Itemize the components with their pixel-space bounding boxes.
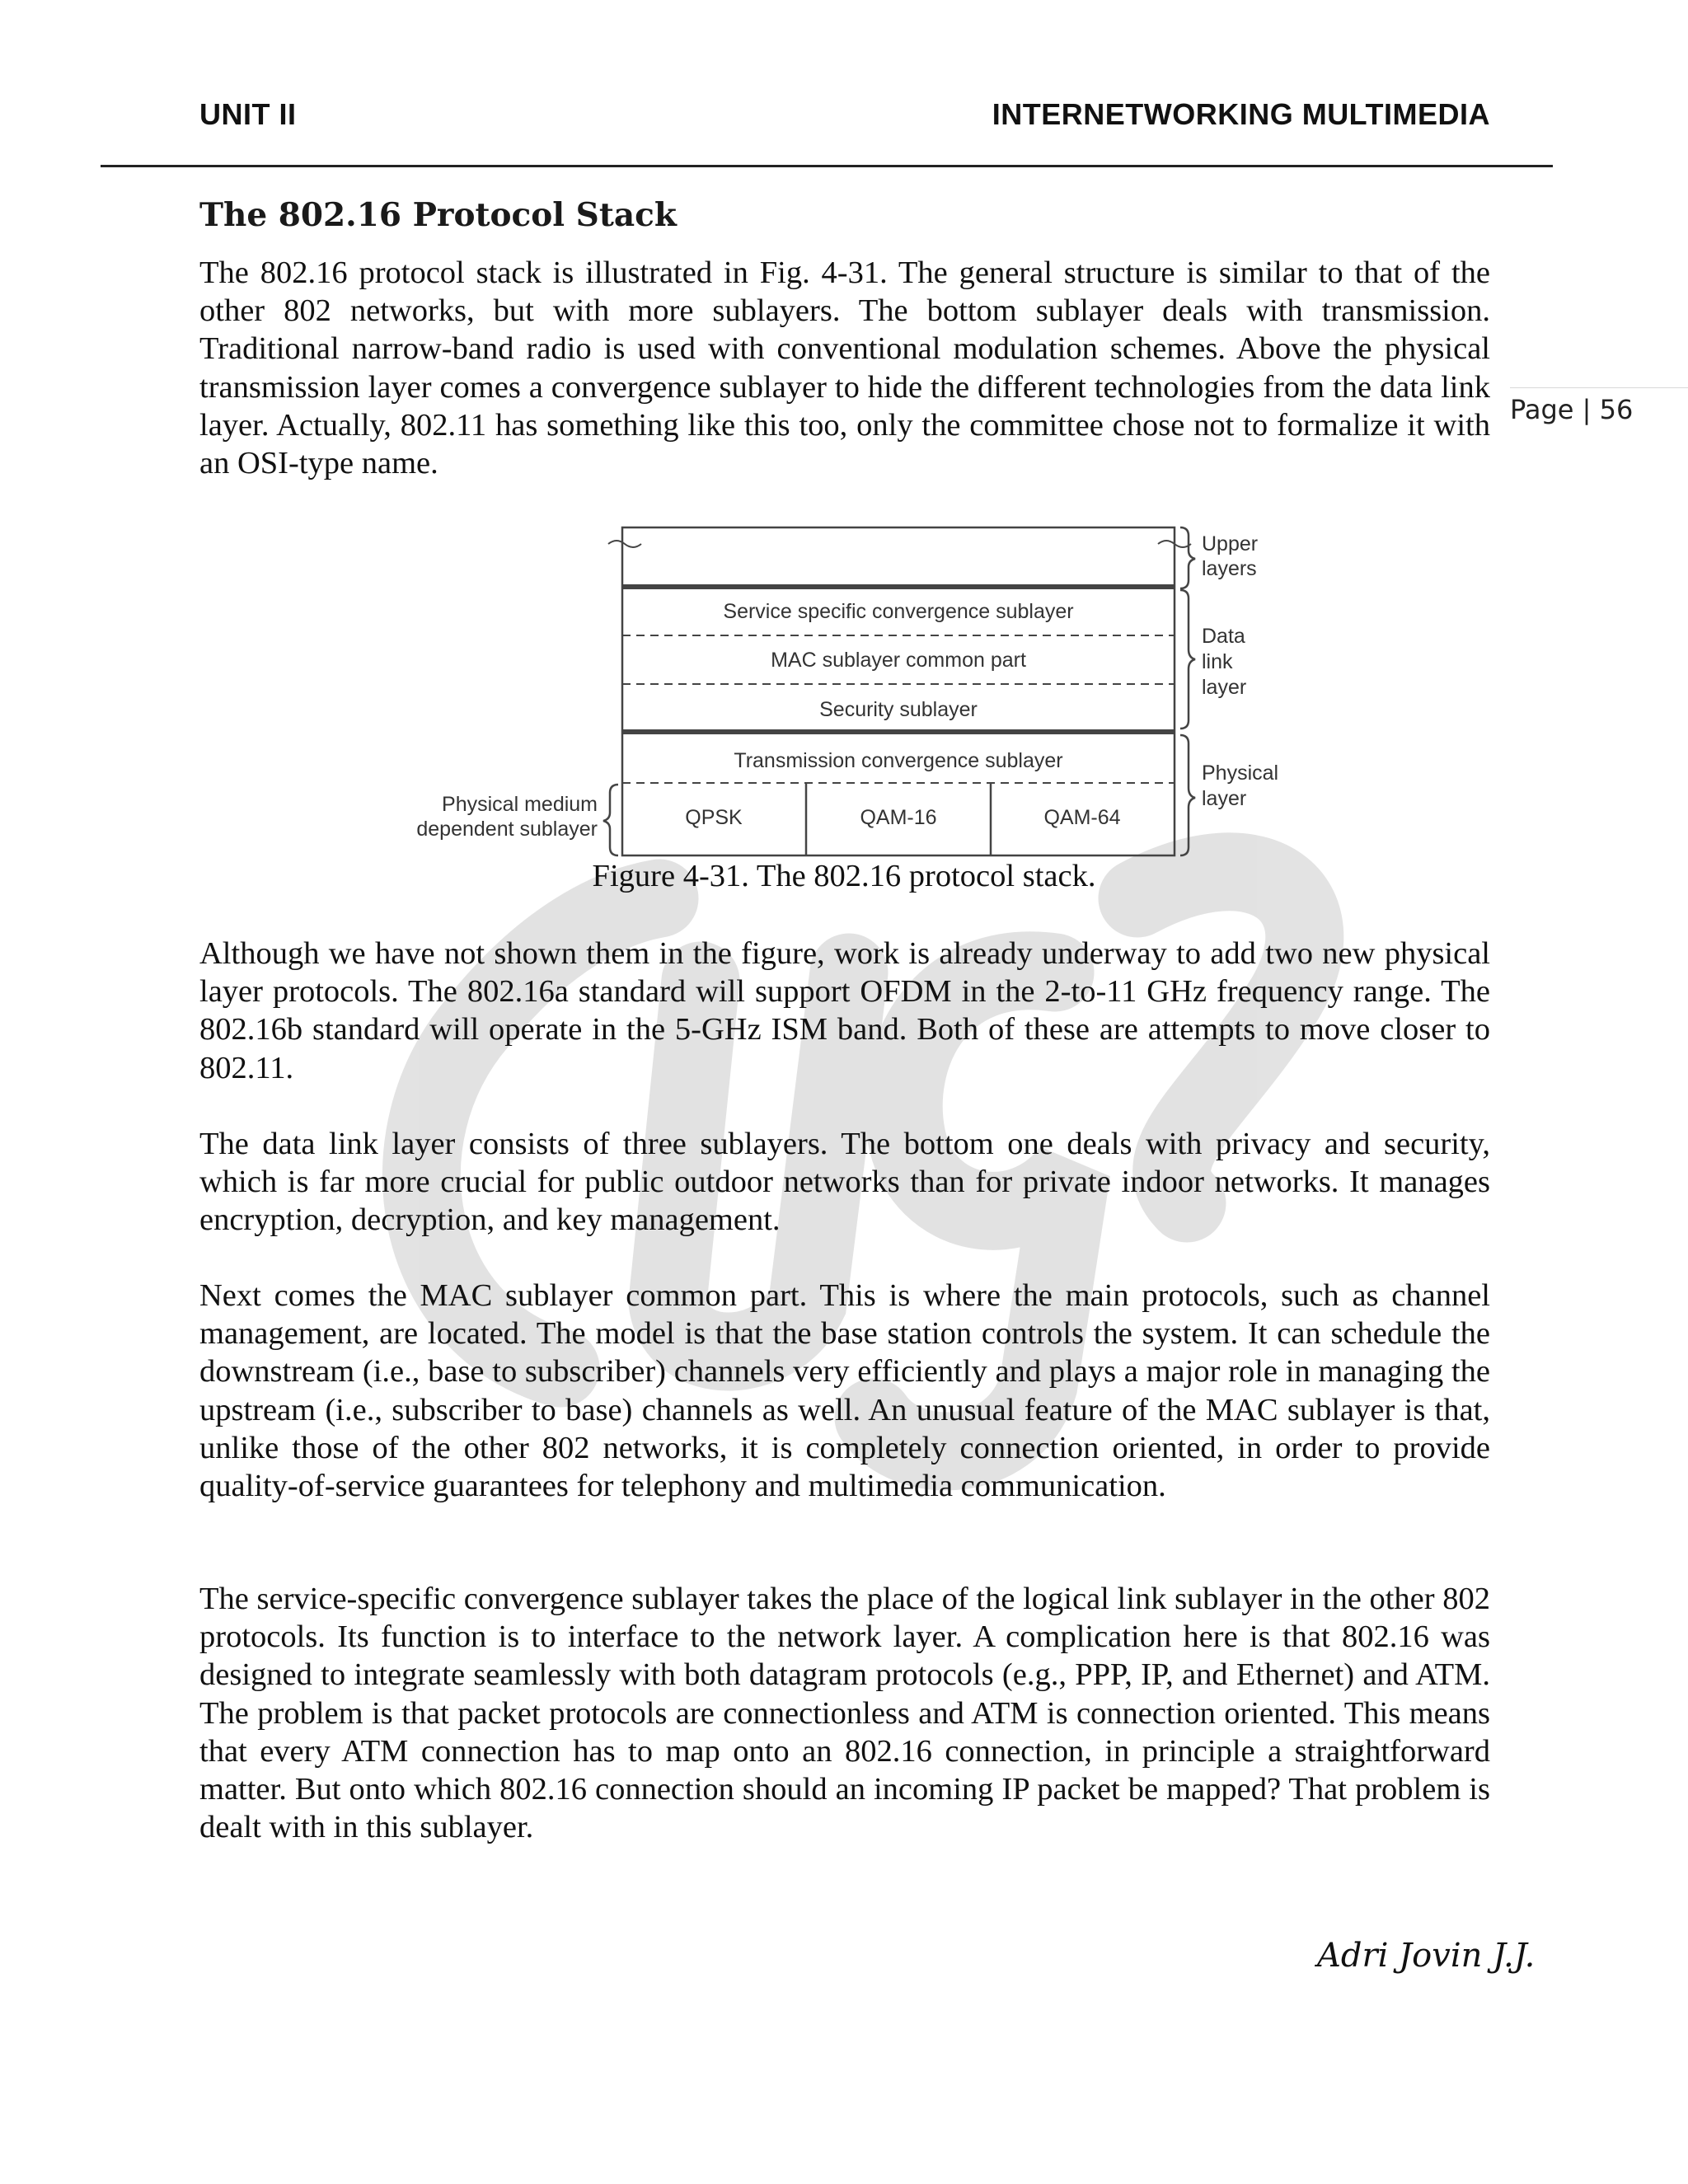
label-physical-line2: layer xyxy=(1202,787,1247,810)
header-title: INTERNETWORKING MULTIMEDIA xyxy=(992,97,1490,131)
header-divider xyxy=(101,165,1553,167)
paragraph-intro: The 802.16 protocol stack is illustrated in Fig. 4-31. The general structure is similar to that of the other 802 networks, but with more sublayers. The bottom sublayer deals with transmission. Traditional narrow-band radio is used with conventional modulation schemes. Above the physical transmission layer comes a convergence sublayer to hide the different technologies from the data link layer. Actually, 802.11 has something like this too, only the committee chose not to formalize it with an OSI-type name. xyxy=(199,255,1490,481)
brace-data-link xyxy=(1180,590,1195,729)
label-qam64: QAM-64 xyxy=(1043,806,1121,829)
label-datalink-line1: Data xyxy=(1202,625,1245,648)
label-transmission: Transmission convergence sublayer xyxy=(734,749,1063,772)
label-physical-line1: Physical xyxy=(1202,762,1279,785)
wavy-mark-left xyxy=(608,541,641,547)
protocol-stack-figure xyxy=(387,519,1327,865)
brace-upper-layers xyxy=(1180,527,1195,588)
paragraph-mac-common: Next comes the MAC sublayer common part. This is where the main protocols, such as channel management, are located. The model is that the base station controls the system. It can schedule the downstream (i.e., base to subscriber) channels very efficiently and plays a major role in managing the upstream (i.e., subscriber to base) channels as well. An unusual feature of the MAC sublayer is that, unlike those of the other 802 networks, it is completely connection oriented, in order to provide quality-of-service guarantees for telephony and multimedia communication. xyxy=(199,1278,1490,1504)
author-signature: Adri Jovin J.J. xyxy=(1317,1937,1536,1975)
brace-physical xyxy=(1180,735,1195,855)
paragraph-data-link: The data link layer consists of three sublayers. The bottom one deals with privacy and security, which is far more crucial for public outdoor networks than for private indoor networks. It manages encryption, decryption, and key management. xyxy=(199,1127,1490,1238)
label-qpsk: QPSK xyxy=(685,806,743,829)
label-qam16: QAM-16 xyxy=(860,806,937,829)
label-pmd-line1: Physical medium xyxy=(442,793,598,816)
label-upper-line2: layers xyxy=(1202,557,1257,580)
label-security: Security sublayer xyxy=(819,698,978,721)
protocol-stack-diagram xyxy=(387,519,1327,865)
header-unit: UNIT II xyxy=(199,97,297,131)
figure-caption: Figure 4-31. The 802.16 protocol stack. xyxy=(592,859,1096,893)
page-number: Page | 56 xyxy=(1510,394,1634,425)
label-pmd-line2: dependent sublayer xyxy=(416,818,598,841)
label-mac-common: MAC sublayer common part xyxy=(771,649,1026,672)
label-upper-line1: Upper xyxy=(1202,532,1259,555)
paragraph-physical-protocols: Although we have not shown them in the figure, work is already underway to add two new physical layer protocols. The 802.16a standard will support OFDM in the 2-to-11 GHz frequency range. The 802.16b standard will operate in the 5-GHz ISM band. Both of these are attempts to move closer to 802.11. xyxy=(199,936,1490,1085)
brace-pmd xyxy=(603,785,618,855)
label-service-specific: Service specific convergence sublayer xyxy=(723,600,1074,623)
section-heading: The 802.16 Protocol Stack xyxy=(199,196,677,234)
label-datalink-line3: layer xyxy=(1202,676,1247,699)
label-datalink-line2: link xyxy=(1202,650,1233,673)
page-number-divider xyxy=(1510,387,1688,388)
paragraph-service-specific: The service-specific convergence sublayer takes the place of the logical link sublayer in the other 802 protocols. Its function is to interface to the network layer. A complication here is that 802.16 was designed to integrate seamlessly with both datagram protocols (e.g., PPP, IP, and Ethernet) and ATM. The problem is that packet protocols are connectionless and ATM is connection oriented. This means that every ATM connection has to map onto an 802.16 connection, in principle a straightforward matter. But onto which 802.16 connection should an incoming IP packet be mapped? That problem is dealt with in this sublayer. xyxy=(199,1582,1490,1845)
